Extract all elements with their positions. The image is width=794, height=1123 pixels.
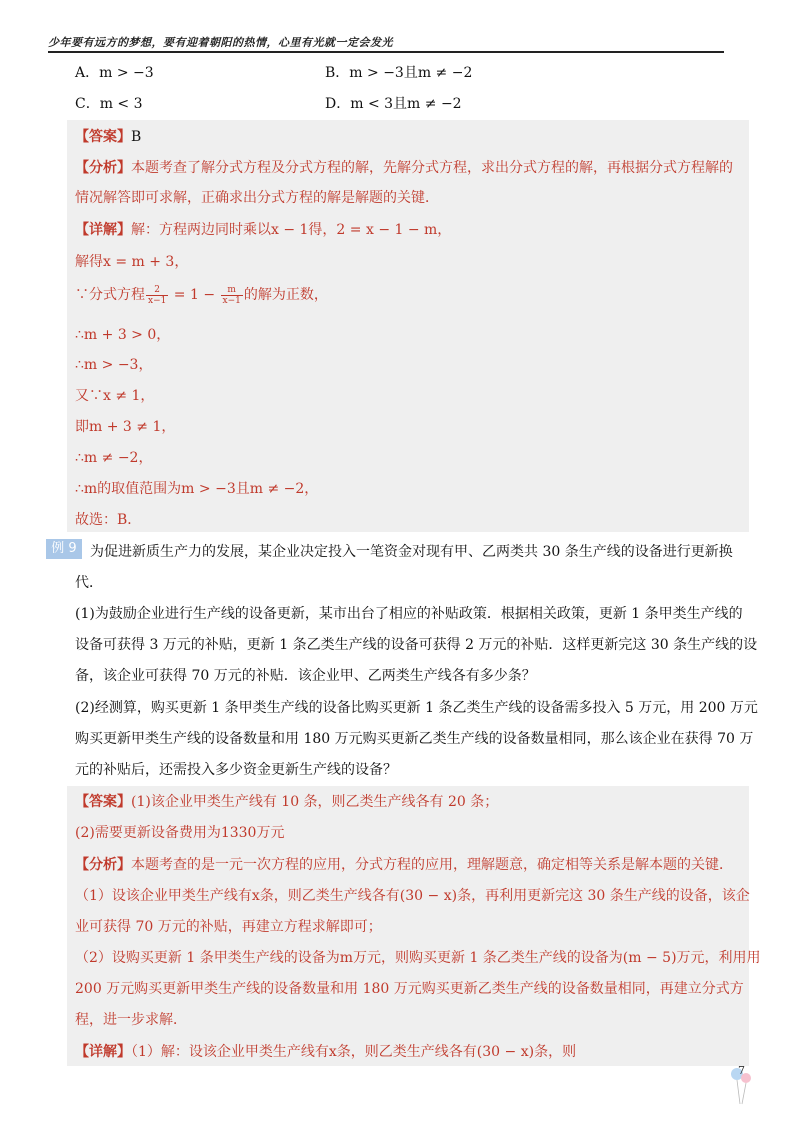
ex9-part1-line-1: (1)为鼓励企业进行生产线的设备更新，某市出台了相应的补贴政策．根据相关政策，更新 1 条甲类生产线的 [75,606,743,622]
q8-detail-line-3 [75,284,328,306]
ex9-part2-line-1: (2)经测算，购买更新 1 条甲类生产线的设备比购买更新 1 条乙类生产线的设备需多投入 5 万元，用 200 万元 [75,700,758,716]
ex9-intro-line-1: 为促进新质生产力的发展，某企业决定投入一笔资金对现有甲、乙两类共 30 条生产线的设备进行更新换 [90,544,733,560]
option-c: C．m < 3 [75,96,143,112]
ex9-answer-line-1 [75,791,498,811]
q8-detail-line-6: 又∵x ≠ 1， [75,388,155,404]
ex9-part1-line-2: 设备可获得 3 万元的补贴，更新 1 条乙类生产线的设备可获得 2 万元的补贴．这样更新完这 30 条生产线的设 [75,637,758,653]
analysis-tag: 【分析】 [75,160,131,176]
fraction-1: $\frac{2}{x-1}$ [148,284,167,306]
detail-text: （1）解：设该企业甲类生产线有x条，则乙类生产线各有(30 − x)条，则 [131,1044,577,1060]
ex9-detail-line-1 [75,1041,576,1061]
analysis-tag: 【分析】 [75,857,131,873]
detail-3-pre: ∵分式方程 [75,287,145,303]
answer-tag: 【答案】 [75,129,131,145]
answer-tag: 【答案】 [75,794,131,810]
ex9-analysis-line-4: （2）设购买更新 1 条甲类生产线的设备为m万元，则购买更新 1 条乙类生产线的设备为(m − 5)万元，利用用 [75,950,761,966]
detail-text: 解：方程两边同时乘以x − 1得，2 = x − 1 − m， [131,222,452,238]
ex9-analysis-line-1 [75,854,733,874]
option-a: A．m > −3 [75,65,154,81]
analysis-text: 本题考查的是一元一次方程的应用，分式方程的应用，理解题意，确定相等关系是解本题的关键． [131,857,733,873]
ex9-part2-line-2: 购买更新甲类生产线的设备数量和用 180 万元购买更新乙类生产线的设备数量相同，那么该企业在获得 70 万 [75,731,754,747]
header-rule [48,51,724,53]
ex9-analysis-line-5: 200 万元购买更新甲类生产线的设备数量和用 180 万元购买更新乙类生产线的设备数量相同，再建立分式方 [75,981,744,997]
ex9-analysis-line-2: （1）设该企业甲类生产线有x条，则乙类生产线各有(30 − x)条，再利用更新完这 30 条生产线的设备，该企 [75,888,750,904]
detail-tag: 【详解】 [75,222,131,238]
q8-analysis-line-1 [75,157,733,177]
fraction-2: $\frac{m}{x-1}$ [222,284,241,306]
q8-analysis-line-2: 情况解答即可求解，正确求出分式方程的解是解题的关键． [75,190,439,206]
answer-text: (1)该企业甲类生产线有 10 条，则乙类生产线各有 20 条； [131,794,499,810]
option-d: D．m < 3且m ≠ −2 [325,96,462,112]
q8-detail-line-5: ∴m > −3， [75,357,153,373]
page-header-motto: 少年要有远方的梦想，要有迎着朝阳的热情，心里有光就一定会发光 [48,36,393,49]
ex9-analysis-line-6: 程，进一步求解． [75,1012,187,1028]
q8-answer-line [75,126,141,146]
q8-detail-line-2: 解得x = m + 3， [75,254,189,270]
q8-detail-line-7: 即m + 3 ≠ 1， [75,419,176,435]
q8-detail-line-9: ∴m的取值范围为m > −3且m ≠ −2， [75,481,319,497]
q8-detail-line-8: ∴m ≠ −2， [75,450,153,466]
page-number: 7 [738,1064,745,1077]
ex9-intro-line-2: 代． [75,575,103,591]
ex9-part1-line-3: 备，该企业可获得 70 万元的补贴．该企业甲、乙两类生产线各有多少条？ [75,668,536,684]
ex9-analysis-line-3: 业可获得 70 万元的补贴，再建立方程求解即可； [75,919,382,935]
detail-3-mid: = 1 − [169,287,220,303]
example-badge: 例 9 [46,539,82,559]
q8-detail-line-1 [75,219,451,239]
detail-tag: 【详解】 [75,1044,131,1060]
detail-3-post: 的解为正数， [243,287,328,303]
q8-detail-line-4: ∴m + 3 > 0， [75,327,171,343]
ex9-answer-line-2: (2)需要更新设备费用为1330万元 [75,825,285,841]
ex9-part2-line-3: 元的补贴后，还需投入多少资金更新生产线的设备？ [75,762,397,778]
q8-detail-line-10: 故选：B． [75,512,142,528]
answer-value: B [131,129,142,145]
analysis-text: 本题考查了解分式方程及分式方程的解，先解分式方程，求出分式方程的解，再根据分式方程解的 [131,160,733,176]
option-b: B．m > −3且m ≠ −2 [325,65,473,81]
